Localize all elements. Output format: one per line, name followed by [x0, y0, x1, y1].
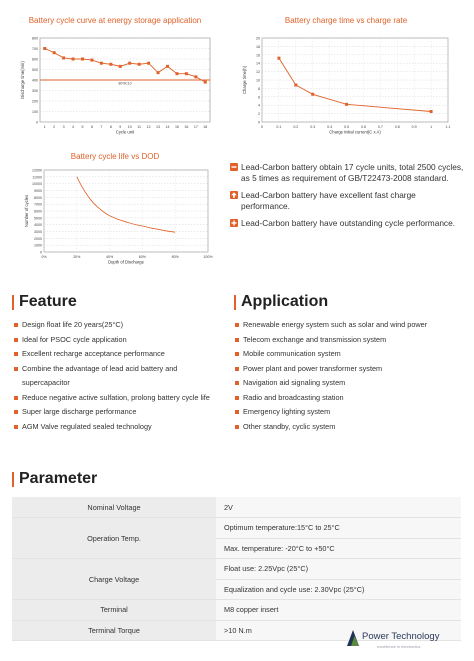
parameter-heading: [12, 470, 97, 488]
param-value: >10 N.m: [216, 620, 461, 641]
x-tick-label: 18: [203, 125, 208, 129]
application-item: [235, 421, 467, 436]
y-tick-label: 9000: [34, 189, 42, 193]
bullet-square-icon: [235, 367, 239, 371]
param-label: Terminal: [12, 600, 216, 621]
bullet-square-icon: [235, 396, 239, 400]
application-item: [235, 377, 467, 392]
x-tick-label: 7: [100, 125, 103, 129]
bullet-square-icon: [235, 410, 239, 414]
data-point: [157, 71, 160, 74]
arrow-up-icon: [230, 191, 238, 199]
x-tick-label: 0.8: [394, 125, 400, 129]
feature-heading: [12, 293, 77, 311]
feature-item: [14, 363, 228, 378]
feature-item-text: Combine the advantage of lead acid battery and: [22, 363, 178, 373]
x-tick-label: 16: [184, 125, 189, 129]
x-tick-label: 6: [90, 125, 93, 129]
table-row: [12, 600, 461, 621]
param-label: Nominal Voltage: [12, 497, 216, 518]
application-item: [235, 348, 467, 363]
application-item: [235, 392, 467, 407]
param-value: Optimum temperature:15°C to 25°C: [216, 518, 461, 539]
chart-charge-time: [226, 10, 466, 142]
bullet-square-icon: [235, 352, 239, 356]
x-tick-label: 13: [156, 125, 161, 129]
application-item-text: Telecom exchange and transmission system: [243, 334, 387, 344]
y-tick-label: 2: [258, 112, 260, 117]
highlight-text: Lead-Carbon battery obtain 17 cycle units, total 2500 cycles, as 5 times as requirement of GB/T22473-2008 standard.: [241, 162, 464, 183]
feature-heading-text: Feature: [19, 293, 77, 310]
y-axis-label: Discharge time(min): [20, 61, 25, 99]
y-tick-label: 8: [258, 86, 260, 91]
application-item-text: Renewable energy system such as solar and wind power: [243, 320, 428, 329]
highlight-item: [230, 162, 466, 184]
data-point: [72, 58, 75, 61]
feature-item-text: Ideal for PSOC cycle application: [22, 334, 127, 344]
section-accent-bar: [12, 472, 14, 487]
y-tick-label: 0: [40, 250, 42, 255]
x-tick-label: 0.4: [327, 125, 333, 129]
feature-item-text: supercapacitor: [22, 378, 70, 387]
chart-svg: [10, 148, 220, 276]
data-point: [294, 84, 297, 87]
x-tick-label: 1: [430, 125, 433, 129]
data-point: [81, 58, 84, 61]
data-point: [138, 63, 141, 66]
y-axis-label: Charge time(h): [242, 66, 247, 94]
feature-item: [14, 319, 228, 334]
highlight-item: [230, 190, 466, 212]
x-tick-label: 0.3: [310, 125, 316, 129]
data-point: [204, 81, 207, 84]
y-tick-label: 12000: [32, 168, 42, 173]
data-point: [277, 57, 280, 60]
bullet-square-icon: [14, 425, 18, 429]
logo-mark-icon: [346, 629, 360, 647]
data-point: [147, 62, 150, 65]
y-tick-label: 4000: [34, 223, 42, 228]
chart-title: Battery cycle life vs DOD: [70, 152, 160, 161]
y-tick-label: 16: [256, 53, 260, 58]
x-tick-label: 40%: [105, 255, 114, 259]
bullet-square-icon: [14, 396, 18, 400]
feature-item: [14, 334, 228, 349]
param-value: Equalization and cycle use: 2.30Vpc (25°C): [216, 579, 461, 600]
application-heading-text: Application: [241, 293, 329, 310]
data-point: [311, 93, 314, 96]
feature-item: [14, 392, 228, 407]
table-row: [12, 559, 461, 580]
x-tick-label: 17: [193, 125, 198, 129]
bullet-square-icon: [235, 425, 239, 429]
x-tick-label: 2: [53, 125, 56, 129]
x-axis-label: Charge initial current(C x A): [329, 129, 381, 135]
data-point: [430, 110, 433, 113]
y-tick-label: 7000: [34, 202, 42, 207]
y-tick-label: 6: [258, 95, 260, 100]
feature-item: [14, 421, 228, 436]
y-tick-label: 5000: [34, 216, 42, 221]
y-tick-label: 600: [32, 57, 38, 62]
x-tick-label: 0.5: [344, 125, 350, 129]
x-tick-label: 60%: [138, 255, 147, 259]
y-tick-label: 10: [256, 78, 260, 83]
data-point: [53, 51, 56, 54]
parameter-table: [12, 497, 461, 641]
x-tick-label: 15: [174, 125, 179, 129]
data-point: [345, 103, 348, 106]
reference-line-label: 80%C10: [118, 81, 132, 86]
application-item: [235, 319, 467, 334]
x-tick-label: 0.9: [411, 125, 417, 129]
bullet-square-icon: [235, 323, 239, 327]
data-point: [175, 72, 178, 75]
y-tick-label: 0: [258, 120, 260, 125]
x-tick-label: 9: [119, 125, 122, 129]
y-tick-label: 1000: [34, 243, 42, 248]
param-label: Operation Temp.: [12, 518, 216, 559]
feature-list: [14, 319, 228, 435]
minus-icon: [230, 163, 238, 171]
x-tick-label: 5: [81, 125, 84, 129]
data-point: [90, 59, 93, 62]
data-point: [109, 63, 112, 66]
param-value: 2V: [216, 497, 461, 518]
feature-item-text: Reduce negative active sulfation, prolong battery cycle life: [22, 392, 210, 402]
chart-title: Battery cycle curve at energy storage application: [28, 16, 202, 25]
brand-tagline: excellence in electronics: [377, 644, 421, 649]
data-point: [166, 65, 169, 68]
bullet-square-icon: [14, 323, 18, 327]
highlight-text: Lead-Carbon battery have excellent fast charge performance.: [241, 190, 416, 211]
data-point: [185, 72, 188, 75]
y-tick-label: 500: [32, 68, 38, 72]
y-tick-label: 300: [32, 89, 38, 93]
data-point: [100, 62, 103, 65]
y-tick-label: 20: [256, 36, 260, 41]
y-tick-label: 10000: [32, 182, 42, 187]
x-tick-label: 100%: [203, 255, 213, 259]
x-tick-label: 11: [137, 125, 142, 129]
y-tick-label: 6000: [34, 209, 42, 214]
x-tick-label: 8: [109, 125, 112, 129]
y-tick-label: 400: [32, 78, 38, 83]
chart-svg: [226, 10, 466, 142]
y-tick-label: 100: [32, 110, 38, 114]
x-tick-label: 0: [261, 125, 263, 129]
feature-item-text: Design float life 20 years(25°C): [22, 320, 124, 329]
param-label: Charge Voltage: [12, 559, 216, 600]
highlight-text: Lead-Carbon battery have outstanding cycle performance.: [241, 218, 456, 228]
data-point: [194, 75, 197, 78]
param-value: M8 copper insert: [216, 600, 461, 621]
feature-item: [14, 348, 228, 363]
table-row: [12, 497, 461, 518]
y-tick-label: 200: [32, 99, 38, 104]
feature-item-text: AGM Valve regulated sealed technology: [22, 421, 152, 431]
param-label: Terminal Torque: [12, 620, 216, 641]
application-item-text: Mobile communication system: [243, 349, 341, 358]
y-tick-label: 18: [256, 44, 260, 49]
table-row: [12, 518, 461, 539]
application-item: [235, 334, 467, 349]
application-heading: [234, 293, 328, 311]
y-tick-label: 11000: [32, 175, 42, 180]
application-item: [235, 363, 467, 378]
x-tick-label: 10: [127, 125, 132, 129]
param-value: Max. temperature: -20°C to +50°C: [216, 538, 461, 559]
bullet-square-icon: [14, 338, 18, 342]
x-axis-label: Depth of Discharge: [108, 259, 144, 265]
data-point: [119, 65, 122, 68]
y-tick-label: 12: [256, 70, 260, 75]
y-tick-label: 3000: [34, 230, 42, 234]
section-accent-bar: [234, 295, 236, 310]
plus-icon: [230, 219, 238, 227]
y-tick-label: 800: [32, 36, 38, 41]
chart-cycle-life-dod: [10, 148, 220, 276]
data-point: [43, 47, 46, 50]
brand-logo: [346, 628, 466, 654]
y-tick-label: 14: [256, 61, 260, 66]
highlight-list: [230, 162, 466, 235]
parameter-heading-text: Parameter: [19, 470, 98, 487]
x-tick-label: 4: [72, 125, 75, 129]
feature-item-text: Excellent recharge acceptance performance: [22, 349, 165, 358]
y-tick-label: 8000: [34, 195, 42, 200]
x-tick-label: 0.2: [293, 125, 299, 129]
application-item: [235, 406, 467, 421]
x-tick-label: 80%: [171, 255, 179, 259]
application-list: [235, 319, 467, 435]
x-tick-label: 3: [62, 125, 65, 129]
highlight-item: [230, 218, 466, 229]
bullet-square-icon: [14, 410, 18, 414]
x-tick-label: 0.1: [276, 125, 282, 129]
data-point: [128, 62, 131, 65]
feature-item-text: Super large discharge performance: [22, 407, 137, 416]
x-tick-label: 1: [43, 125, 46, 129]
bullet-square-icon: [14, 367, 18, 371]
y-axis-label: Number of cycles: [24, 194, 29, 228]
application-item-text: Other standby, cyclic system: [243, 421, 336, 431]
x-tick-label: 1.1: [445, 125, 451, 129]
x-tick-label: 14: [165, 125, 170, 129]
y-tick-label: 700: [32, 47, 38, 51]
application-item-text: Emergency lighting system: [243, 407, 331, 416]
x-tick-label: 0%: [41, 255, 47, 259]
x-tick-label: 12: [146, 125, 151, 129]
application-item-text: Radio and broadcasting station: [243, 392, 344, 402]
section-accent-bar: [12, 295, 14, 310]
bullet-square-icon: [235, 338, 239, 342]
application-item-text: Navigation aid signaling system: [243, 378, 346, 387]
param-value: Float use: 2.25Vpc (25°C): [216, 559, 461, 580]
x-axis-label: Cycle unit: [115, 129, 135, 135]
bullet-square-icon: [14, 352, 18, 356]
y-tick-label: 2000: [34, 236, 42, 241]
chart-title: Battery charge time vs charge rate: [284, 16, 408, 25]
x-tick-label: 0.6: [360, 125, 366, 129]
feature-item: [14, 406, 228, 421]
chart-cycle-curve: [10, 10, 220, 142]
x-tick-label: 0.7: [377, 125, 383, 129]
y-tick-label: 0: [36, 120, 38, 125]
application-item-text: Power plant and power transformer system: [243, 363, 383, 373]
feature-item-continued: [14, 377, 228, 392]
y-tick-label: 4: [258, 103, 260, 108]
bullet-square-icon: [235, 381, 239, 385]
brand-name: Power Technology: [362, 631, 440, 642]
data-point: [62, 56, 65, 59]
chart-svg: [10, 10, 220, 142]
x-tick-label: 20%: [73, 255, 81, 259]
